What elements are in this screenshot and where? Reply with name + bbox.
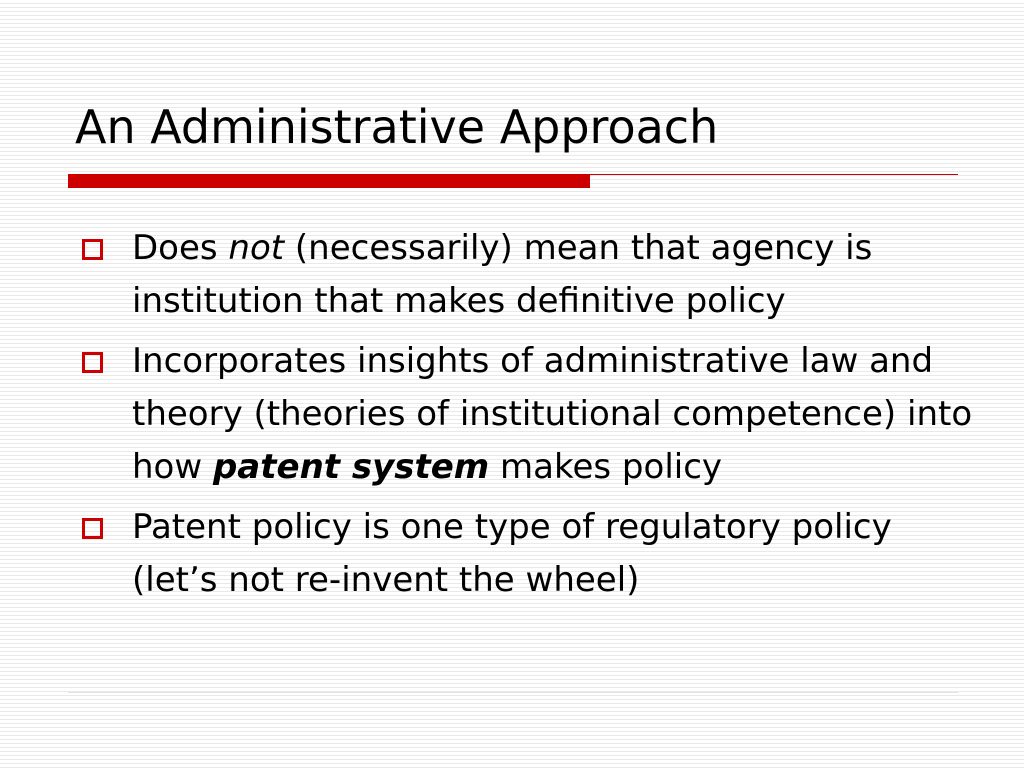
- bullet-item: [82, 501, 982, 607]
- bullet-text-after: makes policy: [489, 447, 723, 487]
- bullet-text-before: Does: [132, 228, 229, 268]
- bottom-divider: [68, 692, 958, 693]
- title-underline-thick: [68, 174, 590, 188]
- slide-title: An Administrative Approach: [75, 100, 719, 154]
- bullet-text: [132, 335, 982, 494]
- bullet-item: [82, 335, 982, 494]
- bullet-text-before: Incorporates insights of administrative law and theory (theories of institutional competence) into how: [132, 341, 973, 487]
- hollow-square-bullet-icon: [82, 239, 103, 260]
- bullet-text-after: (necessarily) mean that agency is institution that makes definitive policy: [132, 228, 873, 321]
- bullet-item: [82, 222, 982, 328]
- hollow-square-bullet-icon: [82, 352, 103, 373]
- bullet-list: [82, 222, 982, 614]
- bullet-emphasis: not: [228, 228, 285, 268]
- bullet-text: [132, 222, 982, 328]
- hollow-square-bullet-icon: [82, 518, 103, 539]
- bullet-emphasis: patent system: [212, 447, 490, 487]
- title-underline-thin: [590, 174, 958, 175]
- bullet-text: Patent policy is one type of regulatory policy (let’s not re-invent the wheel): [132, 507, 892, 600]
